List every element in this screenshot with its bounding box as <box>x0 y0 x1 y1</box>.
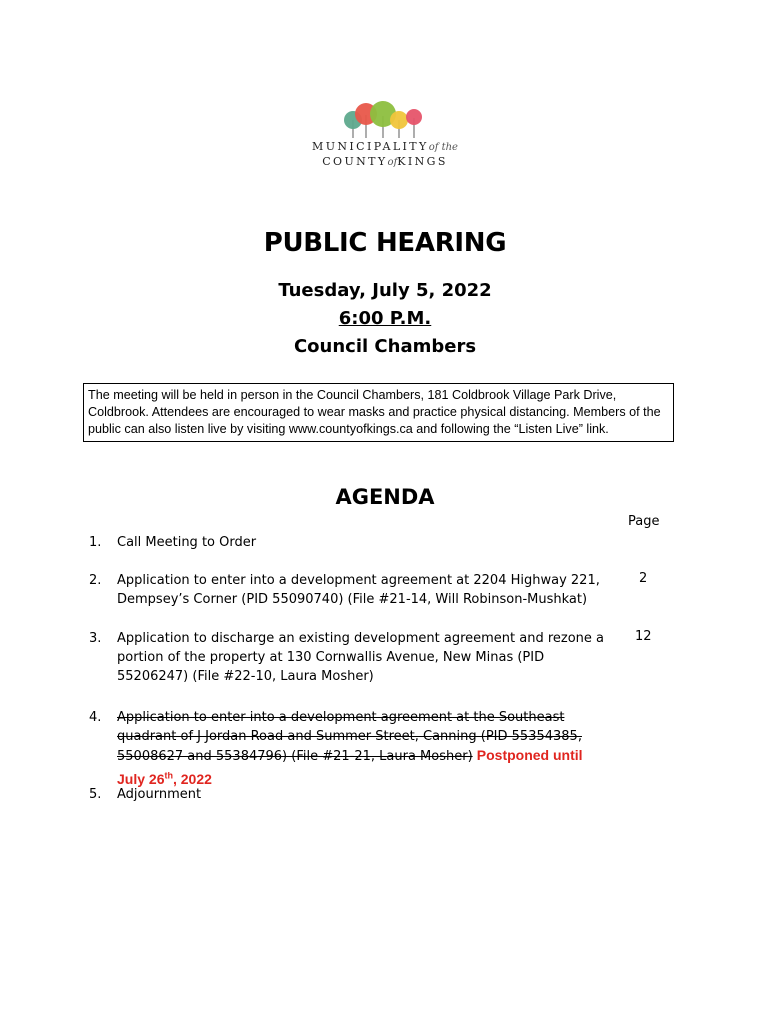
postponed-note: Postponed until July 26th, 2022 <box>117 747 583 787</box>
agenda-item-text-wrapper <box>117 708 609 790</box>
agenda-item-text: Application to enter into a development agreement at the Southeast quadrant of J Jordan Road and Summer Street, Canning (PID 55354385, 55008627 and 55384796) (File #21-21, Laura Mosher) <box>117 710 582 764</box>
agenda-item <box>89 629 609 686</box>
trees-logo-icon <box>335 100 435 140</box>
agenda-item-number: 3. <box>89 631 102 646</box>
agenda-item-page: 2 <box>639 571 648 586</box>
agenda-item <box>89 785 609 804</box>
meeting-time: 6:00 P.M. <box>338 308 432 329</box>
meeting-notice: The meeting will be held in person in the Council Chambers, 181 Coldbrook Village Park Drive, Coldbrook. Attendees are encouraged to wear masks and practice physical distancing. Members of the public can also listen live by visiting www.countyofkings.ca and following the “Listen Live” link. <box>83 383 674 442</box>
page-column-header: Page <box>628 514 660 529</box>
agenda-item-text: Adjournment <box>117 787 202 802</box>
agenda-item-number: 2. <box>89 573 102 588</box>
agenda-item-page: 12 <box>635 629 652 644</box>
agenda-item-text: Application to discharge an existing development agreement and rezone a portion of the property at 130 Cornwallis Avenue, New Minas (PID 55206247) (File #22-10, Laura Mosher) <box>117 631 605 684</box>
agenda-heading: AGENDA <box>335 485 435 509</box>
agenda-item <box>89 708 609 790</box>
agenda-item-number: 1. <box>89 535 102 550</box>
meeting-location: Council Chambers <box>293 336 477 357</box>
agenda-item-number: 5. <box>89 787 102 802</box>
agenda-item <box>89 533 609 552</box>
agenda-item-number: 4. <box>89 710 102 725</box>
agenda-item <box>89 571 609 609</box>
logo-line-1: MUNICIPALITYof the <box>312 140 458 153</box>
agenda-item-text: Call Meeting to Order <box>117 535 257 550</box>
agenda-item-text: Application to enter into a development agreement at 2204 Highway 221, Dempsey’s Corner (PID 55090740) (File #21-14, Will Robinson-Mushkat) <box>117 573 600 607</box>
page-title: PUBLIC HEARING <box>263 228 507 258</box>
meeting-date: Tuesday, July 5, 2022 <box>278 280 492 301</box>
municipality-logo <box>300 100 470 170</box>
logo-line-2: COUNTYofKINGS <box>322 155 448 168</box>
